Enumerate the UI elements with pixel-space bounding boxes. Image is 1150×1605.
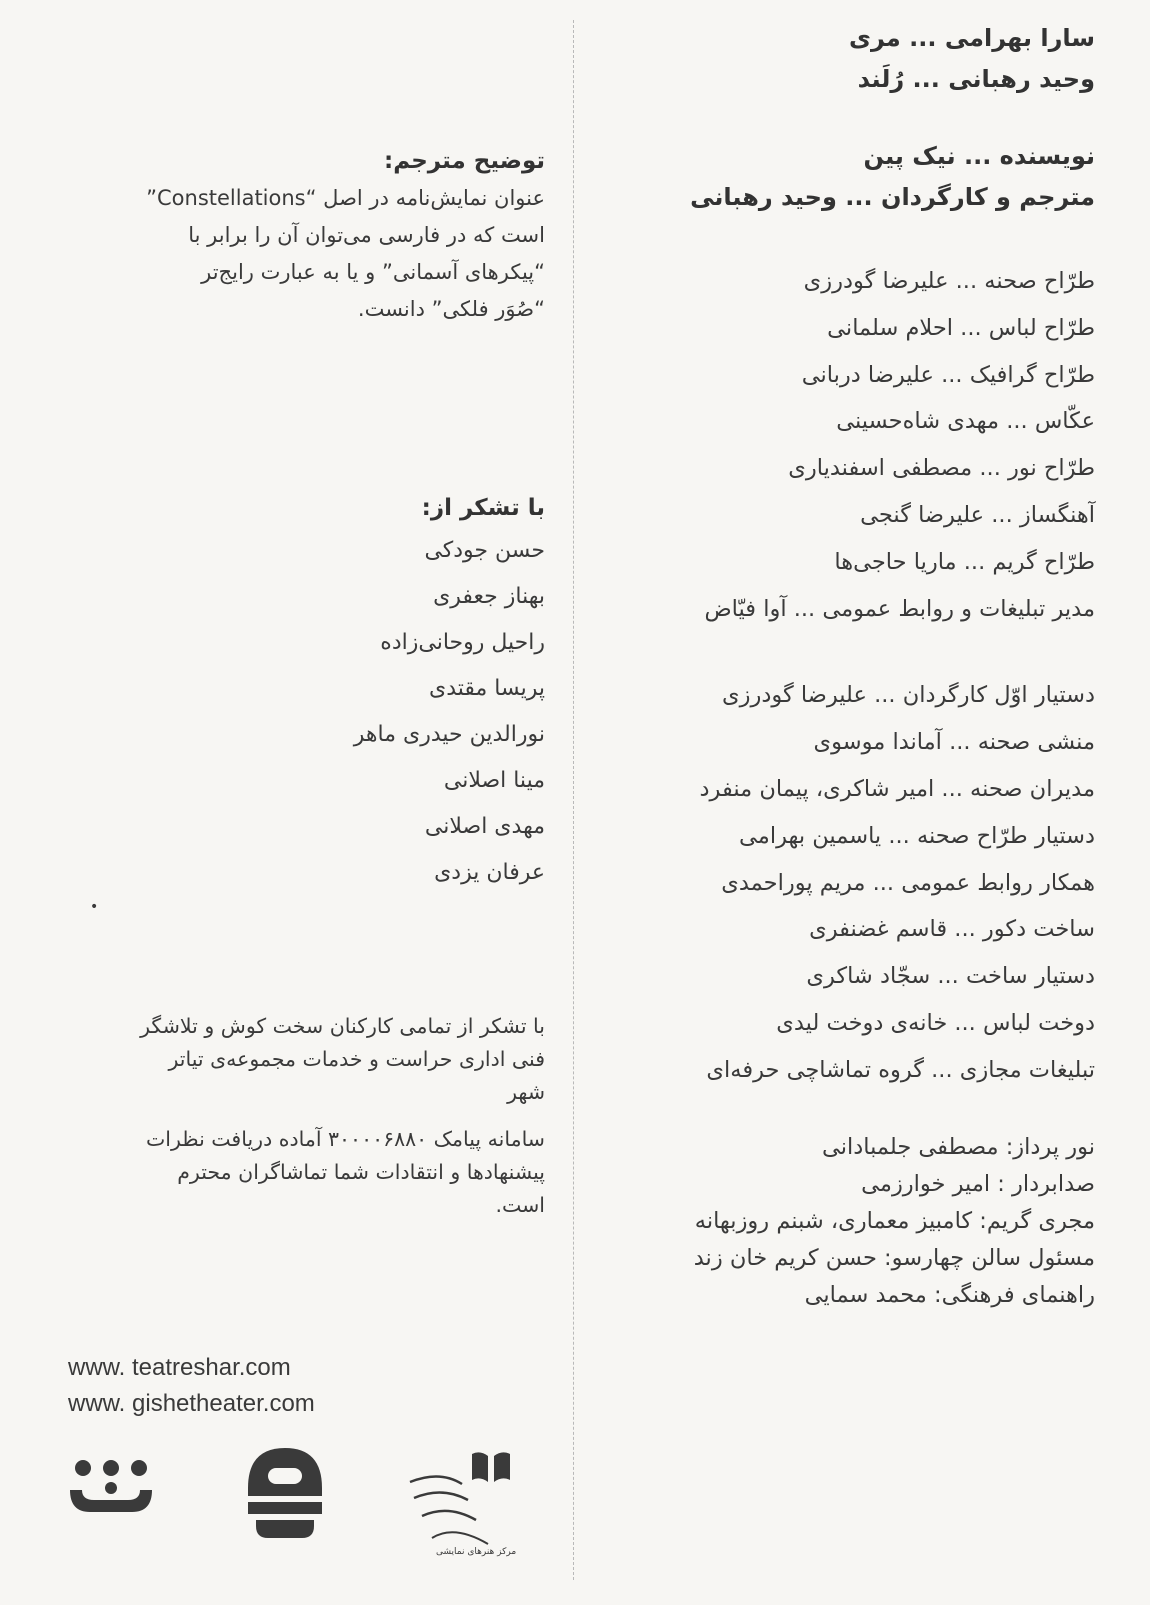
crew-line: دوخت لباس ... خانه‌ی دوخت لیدی xyxy=(776,1009,1095,1036)
crew-line: دستیار طرّاح صحنه ... یاسمین بهرامی xyxy=(739,822,1095,849)
sms-note-line: است. xyxy=(495,1193,545,1217)
column-divider xyxy=(573,20,574,1580)
assistant-crew-list xyxy=(585,672,1095,1093)
website-links xyxy=(68,1350,315,1422)
tech-line: راهنمای فرهنگی: محمد سمایی xyxy=(804,1281,1095,1308)
crew-line: مدیر تبلیغات و روابط عمومی ... آوا فیّاض xyxy=(704,595,1095,622)
staff-thanks xyxy=(55,1010,545,1109)
thanks-title: با تشکر از: xyxy=(421,495,545,521)
notes-column xyxy=(55,142,545,1222)
crew-line: منشی صحنه ... آماندا موسوی xyxy=(813,729,1095,756)
translator-note-title: توضیح مترجم: xyxy=(384,148,545,174)
translator-note-line: است که در فارسی می‌توان آن را برابر با xyxy=(188,223,545,247)
translator-note-line: “پیکرهای آسمانی” و یا به عبارت رایج‌تر xyxy=(201,260,545,284)
crew-line: دستیار اوّل کارگردان ... علیرضا گودرزی xyxy=(722,682,1095,709)
staff-thanks-line: شهر xyxy=(507,1080,545,1104)
translator-note xyxy=(55,142,545,328)
thanks-name: نورالدین حیدری ماهر xyxy=(353,722,545,747)
website-link[interactable]: www. teatreshar.com xyxy=(68,1354,291,1381)
sms-note-line: پیشنهادها و انتقادات شما تماشاگران محترم xyxy=(177,1160,545,1184)
crew-list xyxy=(585,258,1095,632)
sms-note xyxy=(55,1123,545,1222)
translator-note-line: عنوان نمایش‌نامه در اصل “Constellations” xyxy=(146,186,545,210)
logo-c-text: مرکز هنرهای نمایشی xyxy=(436,1547,517,1557)
thanks-name: عرفان یزدی xyxy=(434,860,545,885)
crew-line: طرّاح گرافیک ... علیرضا دربانی xyxy=(801,361,1095,388)
creators-list xyxy=(585,136,1095,218)
staff-thanks-line: با تشکر از تمامی کارکنان سخت کوش و تلاشگر xyxy=(140,1014,545,1038)
crew-line: عکّاس ... مهدی شاه‌حسینی xyxy=(836,408,1095,435)
tech-line: نور پرداز: مصطفی جلمبادانی xyxy=(821,1133,1095,1160)
crew-line: همکار روابط عمومی ... مریم پوراحمدی xyxy=(721,869,1095,896)
website-link[interactable]: www. gishetheater.com xyxy=(68,1390,315,1417)
thanks-name: مینا اصلانی xyxy=(443,768,545,793)
technical-staff-list xyxy=(585,1129,1095,1314)
thanks-name: حسن جودکی xyxy=(424,538,545,563)
translator-note-line: “صُوَر فلکی” دانست. xyxy=(357,297,545,321)
crew-line: طرّاح لباس ... احلام سلمانی xyxy=(827,314,1095,341)
sms-note-line: سامانه پیامک ۳۰۰۰۰۶۸۸۰ آماده دریافت نظرات xyxy=(145,1127,545,1151)
cast-list xyxy=(585,18,1095,100)
tech-line: مجری گریم: کامبیز معماری، شبنم روزبهانه xyxy=(694,1207,1095,1234)
thanks-section xyxy=(55,488,545,918)
theatre-shahr-logo-icon xyxy=(66,1458,156,1520)
thanks-name: بهناز جعفری xyxy=(433,584,545,609)
creator-line: نویسنده ... نیک پین xyxy=(863,142,1095,170)
dot-mark: • xyxy=(90,899,99,915)
credits-column xyxy=(585,18,1095,1314)
staff-thanks-line: فنی اداری حراست و خدمات مجموعه‌ی تیاتر xyxy=(168,1047,545,1071)
tech-line: صدابردار : امیر خوارزمی xyxy=(861,1170,1095,1197)
crew-line: طرّاح نور ... مصطفی اسفندیاری xyxy=(788,455,1095,482)
thanks-name: مهدی اصلانی xyxy=(424,814,545,839)
crew-line: آهنگساز ... علیرضا گنجی xyxy=(860,501,1095,528)
crew-line: ساخت دکور ... قاسم غضنفری xyxy=(809,916,1095,943)
crew-line: دستیار ساخت ... سجّاد شاکری xyxy=(806,963,1095,990)
thanks-name: راحیل روحانی‌زاده xyxy=(380,630,545,655)
charsou-hall-logo-icon xyxy=(242,1444,328,1542)
creator-line: مترجم و کارگردان ... وحید رهبانی xyxy=(690,183,1095,211)
thanks-name: پریسا مقتدی xyxy=(428,676,545,701)
cast-line: وحید رهبانی ... رُلَند xyxy=(857,65,1095,93)
crew-line: طرّاح صحنه ... علیرضا گودرزی xyxy=(803,268,1095,294)
cast-line: سارا بهرامی ... مری xyxy=(848,24,1095,52)
crew-line: مدیران صحنه ... امیر شاکری، پیمان منفرد xyxy=(699,775,1095,802)
crew-line: طرّاح گریم ... ماریا حاجی‌ها xyxy=(834,548,1095,575)
dramatic-arts-center-logo-icon xyxy=(392,1448,522,1558)
tech-line: مسئول سالن چهارسو: حسن کریم خان زند xyxy=(693,1244,1095,1271)
crew-line: تبلیغات مجازی ... گروه تماشاچی حرفه‌ای xyxy=(706,1056,1095,1083)
